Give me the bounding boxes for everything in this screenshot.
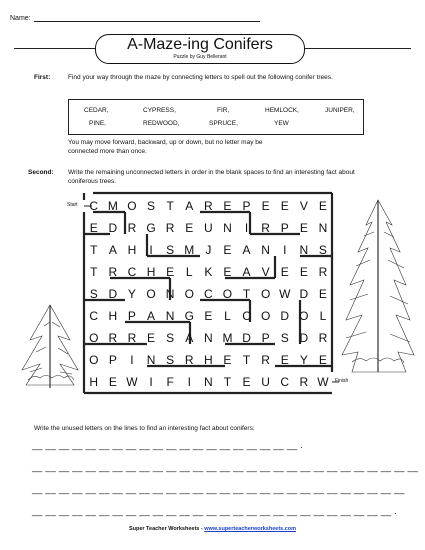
maze-letter: N: [299, 243, 309, 257]
maze-letter: N: [318, 221, 328, 235]
maze-letter: T: [242, 287, 251, 301]
maze-letter: E: [108, 375, 118, 389]
maze-letter: I: [244, 221, 249, 235]
word-juniper: JUNIPER,: [325, 107, 355, 114]
left-tree-illustration: [22, 305, 78, 388]
word-cypress: CYPRESS,: [143, 107, 176, 114]
maze-letter: C: [280, 375, 290, 389]
maze-letter: M: [222, 331, 233, 345]
maze-letter: S: [89, 287, 99, 301]
maze-letter: K: [204, 265, 213, 279]
maze-letter: V: [299, 199, 309, 213]
maze-letter: E: [299, 221, 309, 235]
maze-letter: E: [147, 331, 156, 345]
maze-letter: O: [89, 353, 99, 367]
word-spruce: SPRUCE,: [209, 120, 238, 127]
maze-letter: W: [279, 287, 291, 301]
maze-letter: R: [165, 221, 175, 235]
maze-letter: N: [165, 287, 175, 301]
second-label: Second:: [28, 169, 54, 176]
maze-letter: P: [280, 221, 290, 235]
maze-letter: A: [242, 243, 252, 257]
maze-letter: D: [280, 309, 290, 323]
maze-letter: S: [166, 353, 175, 367]
maze-letter: O: [260, 309, 271, 323]
maze-letter: P: [108, 353, 118, 367]
maze-letter: T: [90, 265, 98, 279]
maze-letter: E: [185, 221, 194, 235]
maze-letter: L: [224, 309, 232, 323]
maze-letter: I: [283, 243, 287, 257]
maze-letter: F: [166, 375, 175, 389]
page-title: A-Maze-ing Conifers: [127, 36, 273, 53]
maze-letter: D: [299, 331, 309, 345]
maze-letter: M: [184, 243, 195, 257]
maze-letter: L: [185, 265, 194, 279]
maze-letter: E: [299, 265, 309, 279]
maze-letter: E: [89, 221, 99, 235]
blank-line-2[interactable]: __ __ __ __ __ __ __ __ __ __ __ __ __ __ __ __ __ __ __ __ __ __ __ __ __ __ __ __ __: [32, 462, 419, 472]
maze-letter: A: [108, 243, 118, 257]
maze-letter: T: [90, 243, 98, 257]
right-tree-illustration: [342, 200, 414, 372]
maze-letter: R: [108, 265, 118, 279]
maze-letter: H: [127, 243, 137, 257]
maze-letter: W: [126, 375, 139, 389]
maze-letter: Y: [127, 287, 137, 301]
maze-letter: V: [261, 265, 271, 279]
maze-letter: C: [127, 265, 137, 279]
maze-letter: U: [261, 375, 271, 389]
blank-line-4[interactable]: __ __ __ __ __ __ __ __ __ __ __ __ __ __ __ __ __ __ __ __ __ __ __ __ __ __ __ .: [32, 506, 397, 516]
maze-letter: E: [280, 199, 290, 213]
movement-note: You may move forward, backward, up or down, but no letter may be connected more than once.: [68, 139, 263, 155]
maze-letter: E: [166, 265, 175, 279]
maze-letter: G: [184, 309, 195, 323]
maze-letter: C: [242, 309, 252, 323]
maze-letter: E: [318, 199, 328, 213]
word-fir: FIR,: [217, 107, 230, 114]
maze-letter: I: [130, 353, 135, 367]
maze-letter: A: [185, 331, 194, 345]
puzzle-credit: Puzzle by Guy Bellerant: [173, 54, 227, 60]
maze-letter: C: [204, 287, 214, 301]
maze-letter: O: [299, 309, 310, 323]
maze-letter: S: [166, 331, 175, 345]
maze-letter: C: [89, 199, 99, 213]
maze-letter: A: [147, 309, 156, 323]
maze-letter: O: [146, 287, 157, 301]
maze-letter: E: [318, 287, 328, 301]
maze-letter: L: [319, 309, 327, 323]
maze-letter: N: [146, 353, 156, 367]
maze-letter: E: [261, 199, 271, 213]
footer: [0, 526, 425, 532]
maze-letter: R: [108, 331, 118, 345]
maze-letter: R: [204, 199, 214, 213]
maze-letter: S: [318, 243, 328, 257]
maze-letter: R: [261, 221, 271, 235]
maze-letter: O: [260, 287, 271, 301]
maze-letter: D: [242, 331, 252, 345]
second-instruction: Write the remaining unconnected letters in order in the blank spaces to find an interesting fact about coniferous trees.: [68, 169, 355, 185]
maze-letter: E: [204, 309, 213, 323]
maze-letter: E: [223, 199, 232, 213]
maze-letter: C: [89, 309, 99, 323]
footer-brand: Super Teacher Worksheets: [128, 526, 200, 532]
maze-letter: G: [146, 221, 157, 235]
maze-letter: T: [242, 353, 251, 367]
maze-letter: I: [149, 375, 154, 389]
maze-letter: S: [280, 331, 290, 345]
maze-letter: P: [127, 309, 137, 323]
maze-letter: D: [108, 287, 118, 301]
maze-letter: A: [185, 199, 194, 213]
maze-letter: O: [127, 199, 138, 213]
name-label: Name:: [10, 15, 31, 22]
maze-letter: R: [127, 331, 137, 345]
maze-letter: R: [318, 331, 328, 345]
maze-letter: O: [184, 287, 195, 301]
maze-letter: O: [89, 331, 99, 345]
maze-letter: W: [317, 375, 330, 389]
blank-line-3[interactable]: __ __ __ __ __ __ __ __ __ __ __ __ __ __ __ __ __ __ __ __ __ __ __ __ __ __ __ __: [32, 484, 405, 494]
footer-link[interactable]: www.superteacherworksheets.com: [204, 526, 297, 532]
maze-letter: M: [107, 199, 119, 213]
maze-letter: I: [149, 243, 154, 257]
maze-letter: T: [223, 375, 232, 389]
start-label: Start: [67, 202, 78, 208]
maze-letter: E: [318, 353, 328, 367]
maze-letter: A: [242, 265, 252, 279]
first-label: First:: [34, 74, 51, 81]
maze-letter: E: [280, 353, 290, 367]
maze-letter: H: [108, 309, 118, 323]
maze-letter: R: [299, 375, 309, 389]
maze-letter: E: [223, 265, 232, 279]
maze-letter: R: [318, 265, 328, 279]
maze-letter: D: [108, 221, 118, 235]
blank-line-1[interactable]: __ __ __ __ __ __ __ __ __ __ __ __ __ __ __ __ __ __ __ __ .: [32, 440, 304, 450]
maze-letter: N: [165, 309, 175, 323]
maze-letter: E: [242, 375, 252, 389]
maze-letter: Y: [299, 353, 309, 367]
maze-letter: J: [205, 243, 212, 257]
maze-letter: R: [184, 353, 195, 367]
footer-separator: -: [199, 526, 205, 532]
word-yew: YEW: [274, 120, 289, 127]
maze-letter: I: [187, 375, 192, 389]
maze-letter: N: [204, 331, 214, 345]
maze-letter: D: [299, 287, 309, 301]
maze-letter: N: [261, 243, 271, 257]
word-hemlock: HEMLOCK,: [265, 107, 299, 114]
maze-letter: H: [204, 353, 214, 367]
maze-letter: U: [204, 221, 214, 235]
maze-letter-grid: [83, 194, 331, 392]
maze-letter: N: [223, 221, 233, 235]
first-instruction: Find your way through the maze by connecting letters to spell out the following conifer trees.: [68, 74, 333, 81]
maze-letter: R: [261, 353, 271, 367]
maze-letter: P: [261, 331, 271, 345]
maze-letter: S: [166, 243, 175, 257]
word-cedar: CEDAR,: [84, 107, 109, 114]
write-prompt: Write the unused letters on the lines to find an interesting fact about conifers:: [34, 425, 255, 432]
maze-letter: O: [222, 287, 233, 301]
maze-letter: P: [242, 199, 252, 213]
word-pine: PINE,: [89, 120, 106, 127]
finish-label: Finish: [335, 378, 349, 384]
maze-letter: E: [280, 265, 290, 279]
maze-letter: R: [127, 221, 137, 235]
maze-letter: S: [147, 199, 156, 213]
maze-letter: E: [223, 353, 232, 367]
maze-letter: H: [146, 265, 156, 279]
word-redwood: REDWOOD,: [143, 120, 180, 127]
maze-letter: N: [204, 375, 214, 389]
maze-letter: T: [166, 199, 175, 213]
maze-letter: H: [89, 375, 99, 389]
maze-letter: E: [223, 243, 232, 257]
